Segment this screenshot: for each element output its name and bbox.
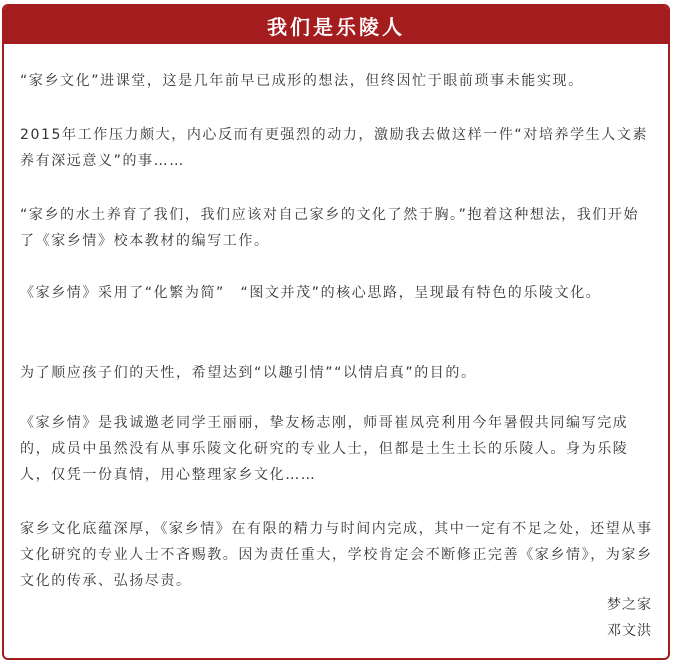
- paragraph-7: 家乡文化底蕴深厚，《家乡情》在有限的精力与时间内完成，其中一定有不足之处，还望从事文化研究的专业人士不吝赐教。因为责任重大，学校肯定会不断修正完善《家乡情》，为家乡文化的传承、弘扬尽责。: [20, 521, 653, 589]
- paragraph-3: “家乡的水土养育了我们，我们应该对自己家乡的文化了然于胸。”抱着这种想法，我们开始了《家乡情》校本教材的编写工作。: [20, 207, 640, 249]
- paragraph-5: 为了顺应孩子们的天性，希望达到“以趣引情”“以情启真”的目的。: [20, 365, 477, 381]
- article-body: [20, 6, 652, 658]
- signature-organization: 梦之家: [607, 597, 652, 613]
- article-card: [2, 4, 670, 660]
- paragraph-2: 2015年工作压力颇大，内心反而有更强烈的动力，激励我去做这样一件“对培养学生人文素养有深远意义”的事……: [20, 127, 649, 169]
- paragraph-6: 《家乡情》是我诚邀老同学王丽丽，挚友杨志刚，师哥崔凤亮利用今年暑假共同编写完成的，成员中虽然没有从事乐陵文化研究的专业人士，但都是土生土长的乐陵人。身为乐陵人，仅凭一份真情，用心整理家乡文化……: [20, 415, 629, 483]
- signature-author: 邓文洪: [607, 623, 652, 639]
- page-title: 我们是乐陵人: [267, 14, 405, 39]
- paragraph-4: 《家乡情》采用了“化繁为简” “图文并茂”的核心思路，呈现最有特色的乐陵文化。: [20, 285, 602, 301]
- paragraph-1: “家乡文化”进课堂，这是几年前早已成形的想法，但终因忙于眼前琐事未能实现。: [20, 73, 584, 89]
